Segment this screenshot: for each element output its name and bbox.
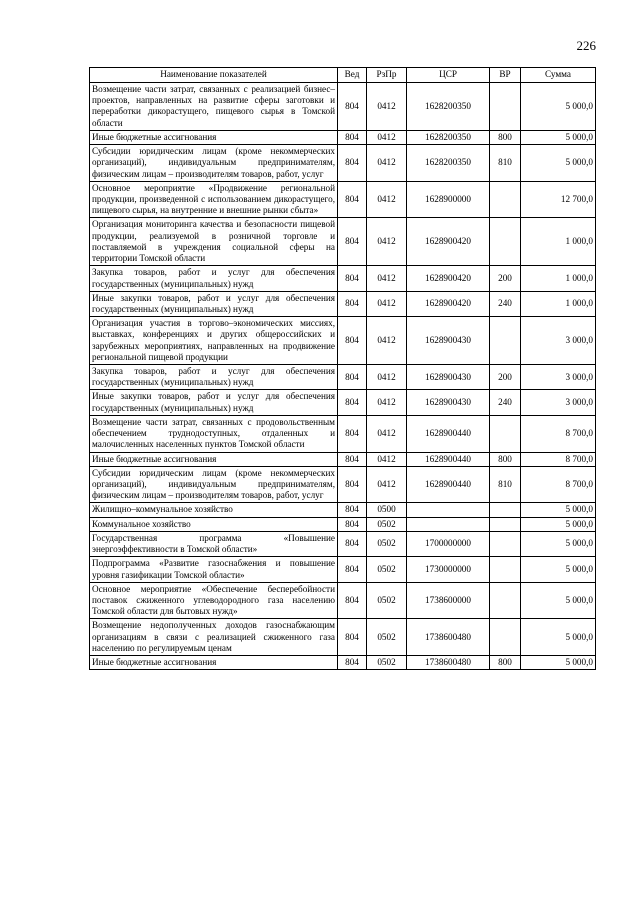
table-row [90, 619, 596, 656]
cell-vr: 810 [490, 466, 521, 503]
cell-vr [490, 531, 521, 556]
cell-csr: 1700000000 [407, 531, 490, 556]
table-row [90, 145, 596, 182]
cell-ved: 804 [338, 317, 367, 365]
cell-rzpr: 0502 [367, 531, 407, 556]
cell-vr: 810 [490, 145, 521, 182]
cell-vr: 200 [490, 266, 521, 291]
cell-vr: 200 [490, 365, 521, 390]
col-header-csr: ЦСР [407, 68, 490, 83]
cell-sum: 3 000,0 [521, 365, 596, 390]
cell-name: Субсидии юридическим лицам (кроме некоммерческих организаций), индивидуальным предпринимателям, физическим лицам – производителям товаров, работ, услуг [90, 466, 338, 503]
cell-name: Возмещение части затрат, связанных с реализацией бизнес–проектов, направленных на развитие сферы заготовки и переработки дикорастущего, пищевого сырья в Томской области [90, 83, 338, 131]
cell-rzpr: 0412 [367, 317, 407, 365]
table-row [90, 218, 596, 266]
cell-sum: 1 000,0 [521, 291, 596, 316]
cell-csr: 1628900430 [407, 365, 490, 390]
cell-ved: 804 [338, 83, 367, 131]
cell-name: Субсидии юридическим лицам (кроме некоммерческих организаций), индивидуальным предпринимателям, физическим лицам – производителям товаров, работ, услуг [90, 145, 338, 182]
table-row [90, 317, 596, 365]
cell-vr: 800 [490, 130, 521, 144]
cell-ved: 804 [338, 517, 367, 531]
cell-sum: 5 000,0 [521, 145, 596, 182]
table-row [90, 517, 596, 531]
cell-rzpr: 0412 [367, 291, 407, 316]
cell-sum: 5 000,0 [521, 531, 596, 556]
cell-csr: 1628200350 [407, 130, 490, 144]
table-row [90, 557, 596, 582]
cell-name: Возмещение недополученных доходов газоснабжающим организациям в связи с реализацией сжиженного газа населению по регулируемым ценам [90, 619, 338, 656]
cell-sum: 1 000,0 [521, 218, 596, 266]
cell-rzpr: 0502 [367, 582, 407, 619]
cell-csr: 1738600000 [407, 582, 490, 619]
cell-vr [490, 517, 521, 531]
cell-name: Организация мониторинга качества и безопасности пищевой продукции, реализуемой в розничной торговле и поставляемой в учреждения социальной сферы на территории Томской области [90, 218, 338, 266]
cell-csr: 1628900420 [407, 266, 490, 291]
table-row [90, 656, 596, 670]
table-row [90, 390, 596, 415]
cell-csr: 1738600480 [407, 619, 490, 656]
cell-ved: 804 [338, 181, 367, 218]
cell-sum: 12 700,0 [521, 181, 596, 218]
cell-sum: 5 000,0 [521, 582, 596, 619]
cell-ved: 804 [338, 503, 367, 517]
table-row [90, 365, 596, 390]
cell-ved: 804 [338, 390, 367, 415]
cell-rzpr: 0502 [367, 656, 407, 670]
cell-rzpr: 0412 [367, 365, 407, 390]
table-row [90, 266, 596, 291]
col-header-rzpr: РзПр [367, 68, 407, 83]
cell-csr: 1628900000 [407, 181, 490, 218]
table-row [90, 415, 596, 452]
col-header-sum: Сумма [521, 68, 596, 83]
cell-name: Основное мероприятие «Продвижение региональной продукции, произведенной с использованием дикорастущего, пищевого сырья, на внутренние и внешние рынки сбыта» [90, 181, 338, 218]
cell-csr: 1628900430 [407, 390, 490, 415]
cell-csr: 1628900440 [407, 452, 490, 466]
cell-rzpr: 0502 [367, 557, 407, 582]
cell-ved: 804 [338, 415, 367, 452]
cell-vr [490, 503, 521, 517]
cell-name: Закупка товаров, работ и услуг для обеспечения государственных (муниципальных) нужд [90, 365, 338, 390]
col-header-name: Наименование показателей [90, 68, 338, 83]
table-row [90, 582, 596, 619]
table-row [90, 531, 596, 556]
cell-name: Иные закупки товаров, работ и услуг для обеспечения государственных (муниципальных) нужд [90, 291, 338, 316]
cell-rzpr: 0412 [367, 266, 407, 291]
col-header-vr: ВР [490, 68, 521, 83]
cell-sum: 5 000,0 [521, 656, 596, 670]
cell-rzpr: 0412 [367, 83, 407, 131]
cell-rzpr: 0412 [367, 466, 407, 503]
table-row [90, 291, 596, 316]
cell-name: Иные бюджетные ассигнования [90, 656, 338, 670]
cell-csr: 1628900420 [407, 218, 490, 266]
cell-vr [490, 181, 521, 218]
cell-vr: 240 [490, 291, 521, 316]
table-row [90, 466, 596, 503]
cell-ved: 804 [338, 466, 367, 503]
cell-csr: 1628200350 [407, 83, 490, 131]
table-row [90, 503, 596, 517]
cell-rzpr: 0412 [367, 452, 407, 466]
cell-ved: 804 [338, 218, 367, 266]
cell-sum: 3 000,0 [521, 390, 596, 415]
table-row [90, 181, 596, 218]
table-header-row [90, 68, 596, 83]
cell-csr: 1628900420 [407, 291, 490, 316]
cell-ved: 804 [338, 291, 367, 316]
cell-csr: 1628200350 [407, 145, 490, 182]
cell-sum: 3 000,0 [521, 317, 596, 365]
cell-name: Жилищно–коммунальное хозяйство [90, 503, 338, 517]
col-header-ved: Вед [338, 68, 367, 83]
cell-name: Коммунальное хозяйство [90, 517, 338, 531]
cell-sum: 5 000,0 [521, 130, 596, 144]
cell-vr: 800 [490, 656, 521, 670]
cell-vr: 240 [490, 390, 521, 415]
cell-name: Организация участия в торгово–экономических миссиях, выставках, конференциях и других общероссийских и зарубежных мероприятиях, направленных на продвижение региональной пищевой продукции [90, 317, 338, 365]
cell-ved: 804 [338, 365, 367, 390]
cell-vr [490, 317, 521, 365]
budget-table [89, 67, 596, 670]
cell-rzpr: 0412 [367, 390, 407, 415]
cell-ved: 804 [338, 452, 367, 466]
cell-sum: 5 000,0 [521, 557, 596, 582]
cell-name: Иные бюджетные ассигнования [90, 452, 338, 466]
table-row [90, 130, 596, 144]
cell-ved: 804 [338, 531, 367, 556]
cell-csr: 1730000000 [407, 557, 490, 582]
cell-name: Закупка товаров, работ и услуг для обеспечения государственных (муниципальных) нужд [90, 266, 338, 291]
cell-vr [490, 557, 521, 582]
cell-name: Иные бюджетные ассигнования [90, 130, 338, 144]
cell-ved: 804 [338, 619, 367, 656]
cell-csr: 1628900440 [407, 415, 490, 452]
cell-sum: 1 000,0 [521, 266, 596, 291]
page-number: 226 [576, 38, 596, 53]
cell-sum: 8 700,0 [521, 415, 596, 452]
cell-rzpr: 0500 [367, 503, 407, 517]
cell-ved: 804 [338, 145, 367, 182]
cell-vr [490, 218, 521, 266]
table-row [90, 452, 596, 466]
cell-sum: 5 000,0 [521, 83, 596, 131]
cell-sum: 8 700,0 [521, 466, 596, 503]
cell-sum: 5 000,0 [521, 619, 596, 656]
cell-rzpr: 0412 [367, 181, 407, 218]
cell-vr [490, 619, 521, 656]
cell-rzpr: 0412 [367, 130, 407, 144]
cell-csr [407, 503, 490, 517]
cell-rzpr: 0502 [367, 517, 407, 531]
cell-name: Основное мероприятие «Обеспечение бесперебойности поставок сжиженного углеводородного газа населению Томской области для бытовых нужд» [90, 582, 338, 619]
cell-name: Иные закупки товаров, работ и услуг для обеспечения государственных (муниципальных) нужд [90, 390, 338, 415]
cell-ved: 804 [338, 557, 367, 582]
cell-sum: 8 700,0 [521, 452, 596, 466]
cell-vr [490, 415, 521, 452]
cell-vr: 800 [490, 452, 521, 466]
cell-name: Государственная программа «Повышение энергоэффективности в Томской области» [90, 531, 338, 556]
cell-rzpr: 0412 [367, 218, 407, 266]
cell-name: Подпрограмма «Развитие газоснабжения и повышение уровня газификации Томской области» [90, 557, 338, 582]
cell-ved: 804 [338, 582, 367, 619]
cell-sum: 5 000,0 [521, 517, 596, 531]
table-row [90, 83, 596, 131]
cell-rzpr: 0412 [367, 415, 407, 452]
cell-ved: 804 [338, 656, 367, 670]
cell-name: Возмещение части затрат, связанных с продовольственным обеспечением труднодоступных, отдаленных и малочисленных населенных пунктов Томской области [90, 415, 338, 452]
cell-csr: 1628900440 [407, 466, 490, 503]
cell-vr [490, 83, 521, 131]
table-body [90, 83, 596, 670]
cell-rzpr: 0412 [367, 145, 407, 182]
cell-ved: 804 [338, 130, 367, 144]
cell-csr [407, 517, 490, 531]
cell-vr [490, 582, 521, 619]
cell-rzpr: 0502 [367, 619, 407, 656]
cell-ved: 804 [338, 266, 367, 291]
cell-csr: 1628900430 [407, 317, 490, 365]
cell-sum: 5 000,0 [521, 503, 596, 517]
cell-csr: 1738600480 [407, 656, 490, 670]
